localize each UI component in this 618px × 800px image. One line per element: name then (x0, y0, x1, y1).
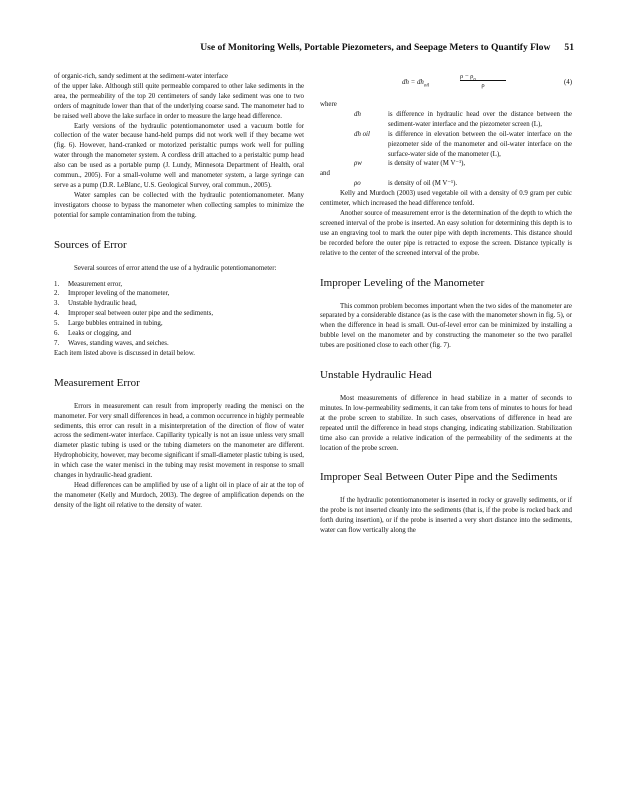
paragraph-amplification: Head differences can be amplified by use of a light oil in place of air at the top of the manometer (Kelly and Murdoch, 2003). The degree of amplification depends on the density of the light oil relative to the density of water. (54, 482, 304, 509)
list-item: 7. Waves, standing waves, and seiches. (54, 339, 169, 347)
heading-unstable-head: Unstable Hydraulic Head (320, 369, 432, 382)
paragraph-seal: If the hydraulic potentiomanometer is inserted in rocky or gravelly sediments, or if the probe is not inserted cleanly into the sediments (that is, if the probe is rocked back and forth during insertion), or if the probe is inserted a very short distance into the sediments, water can flow vertically along the (320, 497, 572, 535)
fraction-denominator: ρ (481, 82, 485, 89)
sources-list (54, 280, 304, 349)
list-item: 4. Improper seal between outer pipe and the sediments, (54, 310, 214, 318)
definitions-table (320, 110, 572, 169)
paragraph-unstable: Most measurements of difference in head stabilize in a matter of seconds to minutes. In low-permeability sediments, it can take from tens of minutes to hours for head at the probe screen to stabilize. In such cases, observations of difference in head are repeated until the difference in head stops changing, indicating stabilization. Stabilization time also can provide a relative indication of the permeability of the sediments at the location of the probe screen. (320, 395, 572, 452)
equation-4 (320, 72, 572, 98)
heading-improper-leveling: Improper Leveling of the Manometer (320, 276, 485, 289)
paragraph-leveling: This common problem becomes important when the two sides of the manometer are separated by a considerable distance (as is the case with the manometer shown in fig. 5), or when the difference in head is small. Out-of-level error can be minimized by installing a bubble level on the manometer and by constructing the manometer so the two parallel tubes are positioned close to each other (fig. 7). (320, 302, 572, 350)
and-label: and (320, 170, 330, 178)
equation-number: (4) (563, 79, 572, 86)
left-column (54, 72, 304, 511)
definition-row: ρw is density of water (M V⁻¹), (354, 160, 466, 168)
heading-sources-of-error: Sources of Error (54, 238, 127, 251)
list-item: 3. Unstable hydraulic head, (54, 300, 137, 308)
running-title: Use of Monitoring Wells, Portable Piezometers, and Seepage Meters to Quantify Flow (200, 42, 551, 53)
where-label: where (320, 101, 337, 108)
list-item: 2. Improper leveling of the manometer, (54, 290, 170, 298)
paragraph-depth: Another source of measurement error is the determination of the depth to which the screened interval of the probe is inserted. An easy solution for determining this depth is to use an engraving tool to mark the outer pipe with depth increments. This distance should be recorded before the outer pipe is retracted to expose the screen. Distance typically is relative to the center of the screened interval of the probe. (320, 209, 572, 257)
paragraph-kelly: Kelly and Murdoch (2003) used vegetable oil with a density of 0.9 gram per cubic centimeter, which increased the head difference tenfold. (320, 190, 572, 208)
sources-intro: Several sources of error attend the use of a hydraulic potentiomanometer: (74, 264, 277, 272)
equation-lhs: dh = $dh_{oil}$ (402, 79, 430, 89)
paragraph-samples: Water samples can be collected with the hydraulic potentiomanometer. Many investigators choose to bypass the manometer when collecting samples to minimize the potential for sample contamination from the tubing. (54, 191, 304, 219)
definitions-table-last (320, 179, 572, 189)
paragraph-vacuum: Early versions of the hydraulic potentiomanometer used a vacuum bottle for collection of the water because hand-held pumps did not work well if they became wet (fig. 6). However, hand-cranked or motorized peristaltic pumps work well for pulling water through the manometer system. A cordless drill attached to a peristaltic pump head also can be used as a portable pump (J. Lundy, Minnesota Department of Health, oral commun., 2005). For a small-volume well and manometer system, a large syringe can serve as a pump (D.R. LeBlanc, U.S. Geological Survey, oral commun., 2005). (54, 122, 304, 189)
running-header (200, 42, 574, 53)
list-item: 5. Large bubbles entrained in tubing, (54, 320, 163, 328)
heading-improper-seal: Improper Seal Between Outer Pipe and the Sediments (320, 471, 558, 484)
list-item: 6. Leaks or clogging, and (54, 330, 132, 338)
sources-outro: Each item listed above is discussed in detail below. (54, 349, 195, 357)
page-number: 51 (564, 42, 574, 53)
definition-row: ρo is density of oil (M V⁻¹). (354, 180, 458, 188)
intro-line-1: of organic-rich, sandy sediment at the sediment-water interface (54, 73, 228, 80)
right-column (320, 72, 572, 536)
definition-row: dh is difference in hydraulic head over the distance between the sediment-water interface and the piezometer screen (L), (354, 110, 572, 128)
paragraph-measurement: Errors in measurement can result from improperly reading the menisci on the manometer. For very small differences in head, a common occurrence in highly permeable sediments, this error can result in a misinterpretation of the direction of flow of water across the sediment-water interface. Capillarity typically is not an issue unless very small diameter plastic tubing is used or the tubing diameters on the manometer are different. Hydrophobicity, however, may become significant if small-diameter plastic tubing is used, in which case the water menisci in the tubing may resist movement in response to small changes in hydraulic-head gradient. (54, 402, 304, 480)
equation-fraction (460, 72, 506, 91)
intro-line-2: of the upper lake. Although still quite permeable compared to other lake sediments in the area, the permeability of the top 20 centimeters of sandy lake sediment was one to two orders of magnitude lower than that of the underlying coarse sand. The manometer had to be raised well above the lake surface in order to measure the large head difference. (54, 82, 304, 120)
list-item: 1. Measurement error, (54, 280, 123, 288)
fraction-numerator: $\rho - \rho_o$ (460, 72, 506, 81)
definition-row: dh oil is difference in elevation between the oil-water interface on the piezometer side of the manometer and oil-water interface on the surface-water side of the manometer (L), (354, 130, 572, 158)
heading-measurement-error: Measurement Error (54, 376, 140, 389)
